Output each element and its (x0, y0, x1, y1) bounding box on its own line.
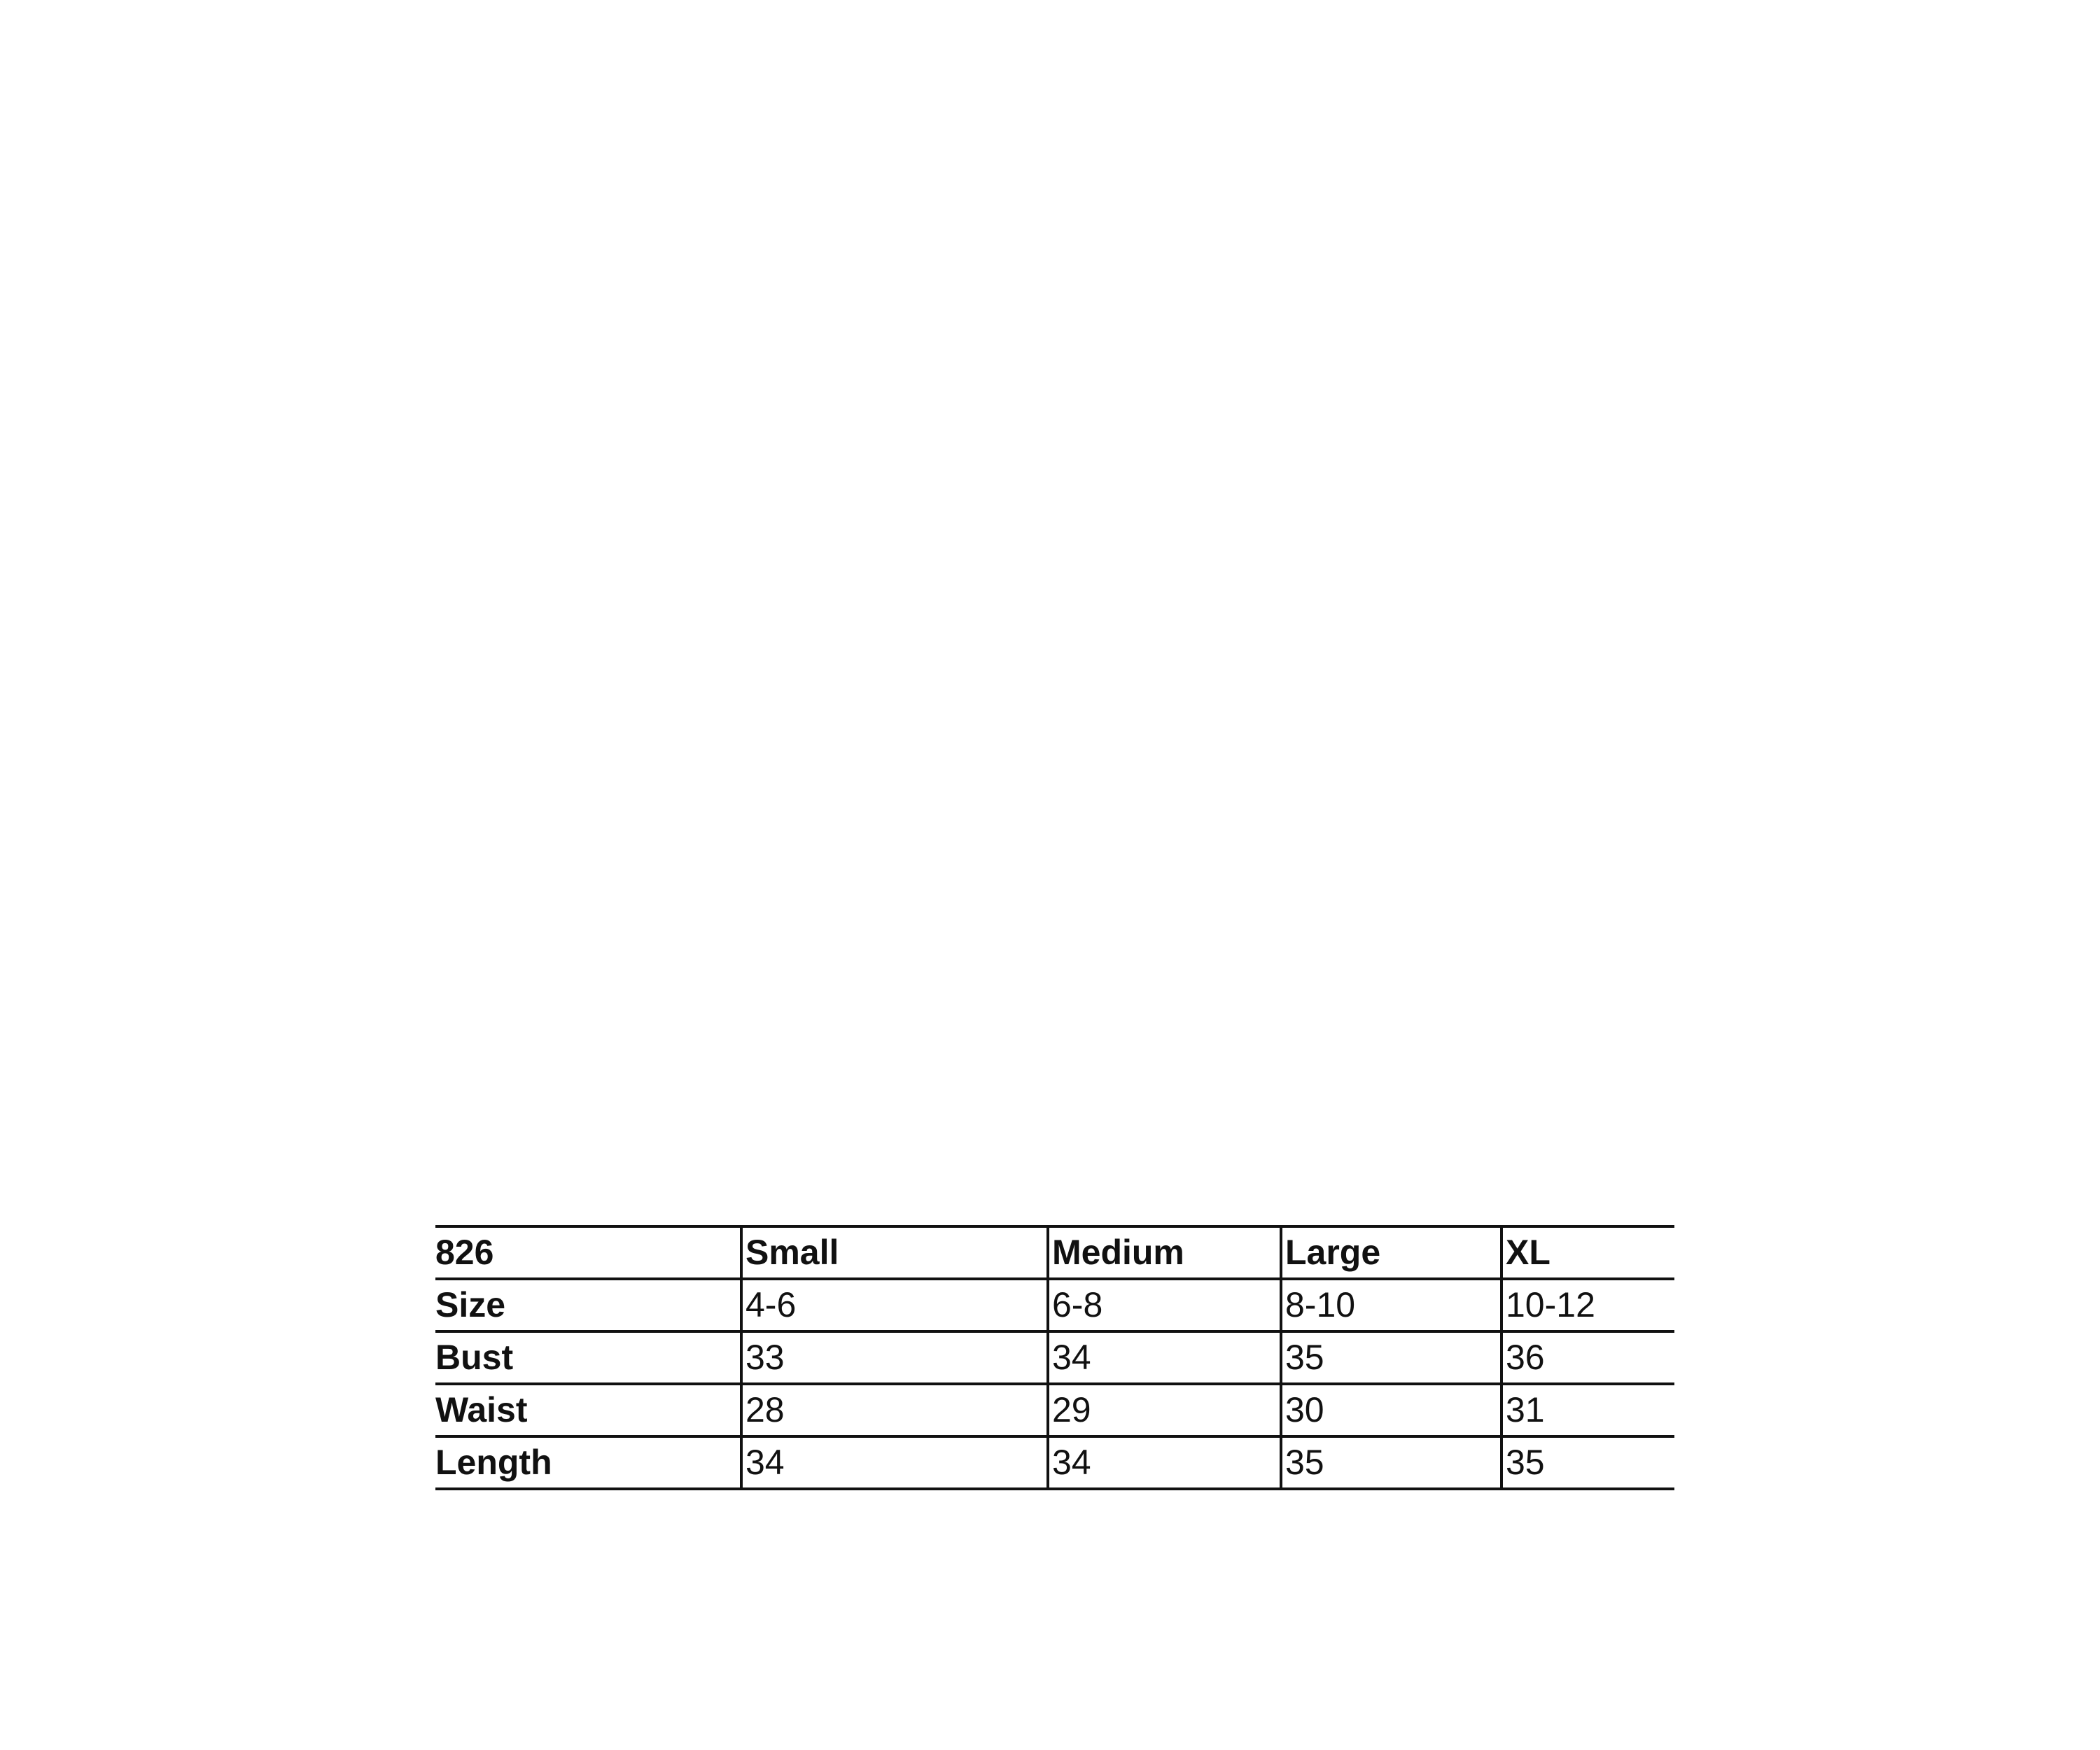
table-cell: 6-8 (1048, 1279, 1281, 1331)
table-cell: 10-12 (1502, 1279, 1674, 1331)
table-cell: 34 (1048, 1331, 1281, 1384)
row-label: Length (435, 1436, 741, 1489)
table-cell: 33 (741, 1331, 1048, 1384)
size-chart-table (435, 1225, 1674, 1490)
table-cell: 35 (1502, 1436, 1674, 1489)
table-cell: 28 (741, 1384, 1048, 1436)
table-cell: 35 (1281, 1436, 1502, 1489)
length-row (435, 1436, 1674, 1489)
table-cell: 29 (1048, 1384, 1281, 1436)
table-cell: 8-10 (1281, 1279, 1502, 1331)
row-label: Bust (435, 1331, 741, 1384)
row-label: Size (435, 1279, 741, 1331)
bust-row (435, 1331, 1674, 1384)
table-cell: 35 (1281, 1331, 1502, 1384)
table-cell: 36 (1502, 1331, 1674, 1384)
table-cell: 34 (1048, 1436, 1281, 1489)
table-cell: 4-6 (741, 1279, 1048, 1331)
table-cell: 30 (1281, 1384, 1502, 1436)
header-large: Large (1281, 1226, 1502, 1279)
style-number-cell: 826 (435, 1226, 741, 1279)
header-xl: XL (1502, 1226, 1674, 1279)
size-row (435, 1279, 1674, 1331)
row-label: Waist (435, 1384, 741, 1436)
table-cell: 34 (741, 1436, 1048, 1489)
header-row (435, 1226, 1674, 1279)
waist-row (435, 1384, 1674, 1436)
table-cell: 31 (1502, 1384, 1674, 1436)
header-small: Small (741, 1226, 1048, 1279)
header-medium: Medium (1048, 1226, 1281, 1279)
